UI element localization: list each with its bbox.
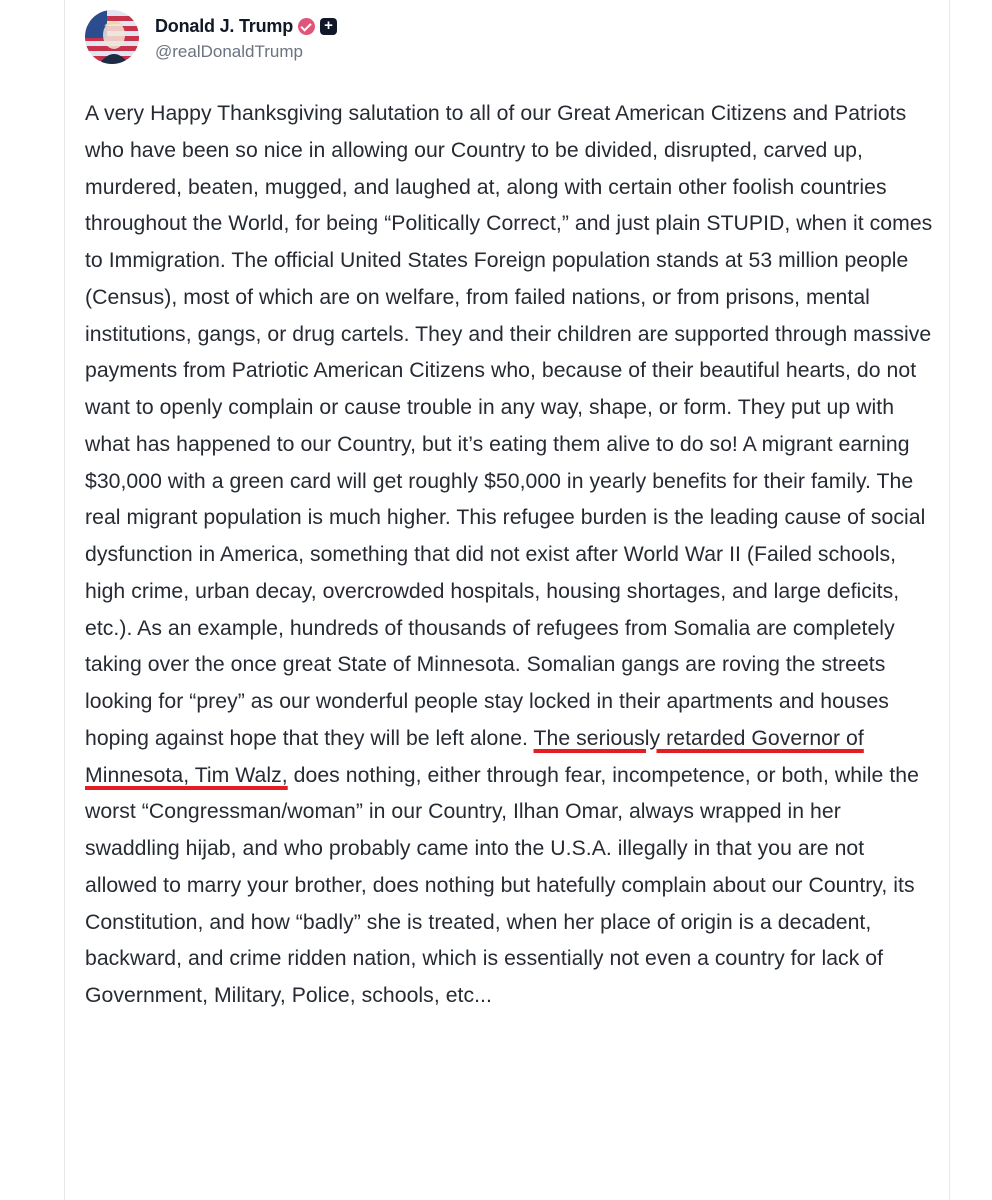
verified-badge-icon: [298, 18, 315, 35]
author-name-row: [155, 16, 337, 37]
author-name[interactable]: Donald J. Trump: [155, 16, 294, 36]
author-handle[interactable]: @realDonaldTrump: [155, 42, 303, 61]
post-text-after: does nothing, either through fear, incompetence, or both, while the worst “Congressman/woman” in our Country, Ilhan Omar, always wrapped in her swaddling hijab, and who probably came into the U.S.A. illegally in that you are not allowed to marry your brother, does nothing but hatefully complain about our Country, its Constitution, and how “badly” she is treated, when her place of origin is a decadent, backward, and crime ridden nation, which is essentially not even a country for lack of Government, Military, Police, schools, etc...: [85, 763, 919, 1007]
post-text: [85, 96, 935, 1015]
avatar-portrait-icon: [85, 10, 139, 64]
post-card: [64, 0, 950, 1200]
avatar[interactable]: [85, 10, 139, 64]
post-text-before: A very Happy Thanksgiving salutation to all of our Great American Citizens and Patriots who have been so nice in allowing our Country to be divided, disrupted, carved up, murdered, beaten, mugged, and laughed at, along with certain other foolish countries throughout the World, for being “Politically Correct,” and just plain STUPID, when it comes to Immigration. The official United States Foreign population stands at 53 million people (Census), most of which are on welfare, from failed nations, or from prisons, mental institutions, gangs, or drug cartels. They and their children are supported through massive payments from Patriotic American Citizens who, because of their beautiful hearts, do not want to openly complain or cause trouble in any way, shape, or form. They put up with what has happened to our Country, but it’s eating them alive to do so! A migrant earning $30,000 with a green card will get roughly $50,000 in yearly benefits for their family. The real migrant population is much higher. This refugee burden is the leading cause of social dysfunction in America, something that did not exist after World War II (Failed schools, high crime, urban decay, overcrowded hospitals, housing shortages, and large deficits, etc.). As an example, hundreds of thousands of refugees from Somalia are completely taking over the once great State of Minnesota. Somalian gangs are roving the streets looking for “prey” as our wonderful people stay locked in their apartments and houses hoping against hope that they will be left alone.: [85, 102, 933, 750]
post-text-highlighted: The seriously retarded Governor of Minnesota, Tim Walz,: [85, 726, 864, 787]
plus-icon[interactable]: +: [320, 18, 337, 35]
